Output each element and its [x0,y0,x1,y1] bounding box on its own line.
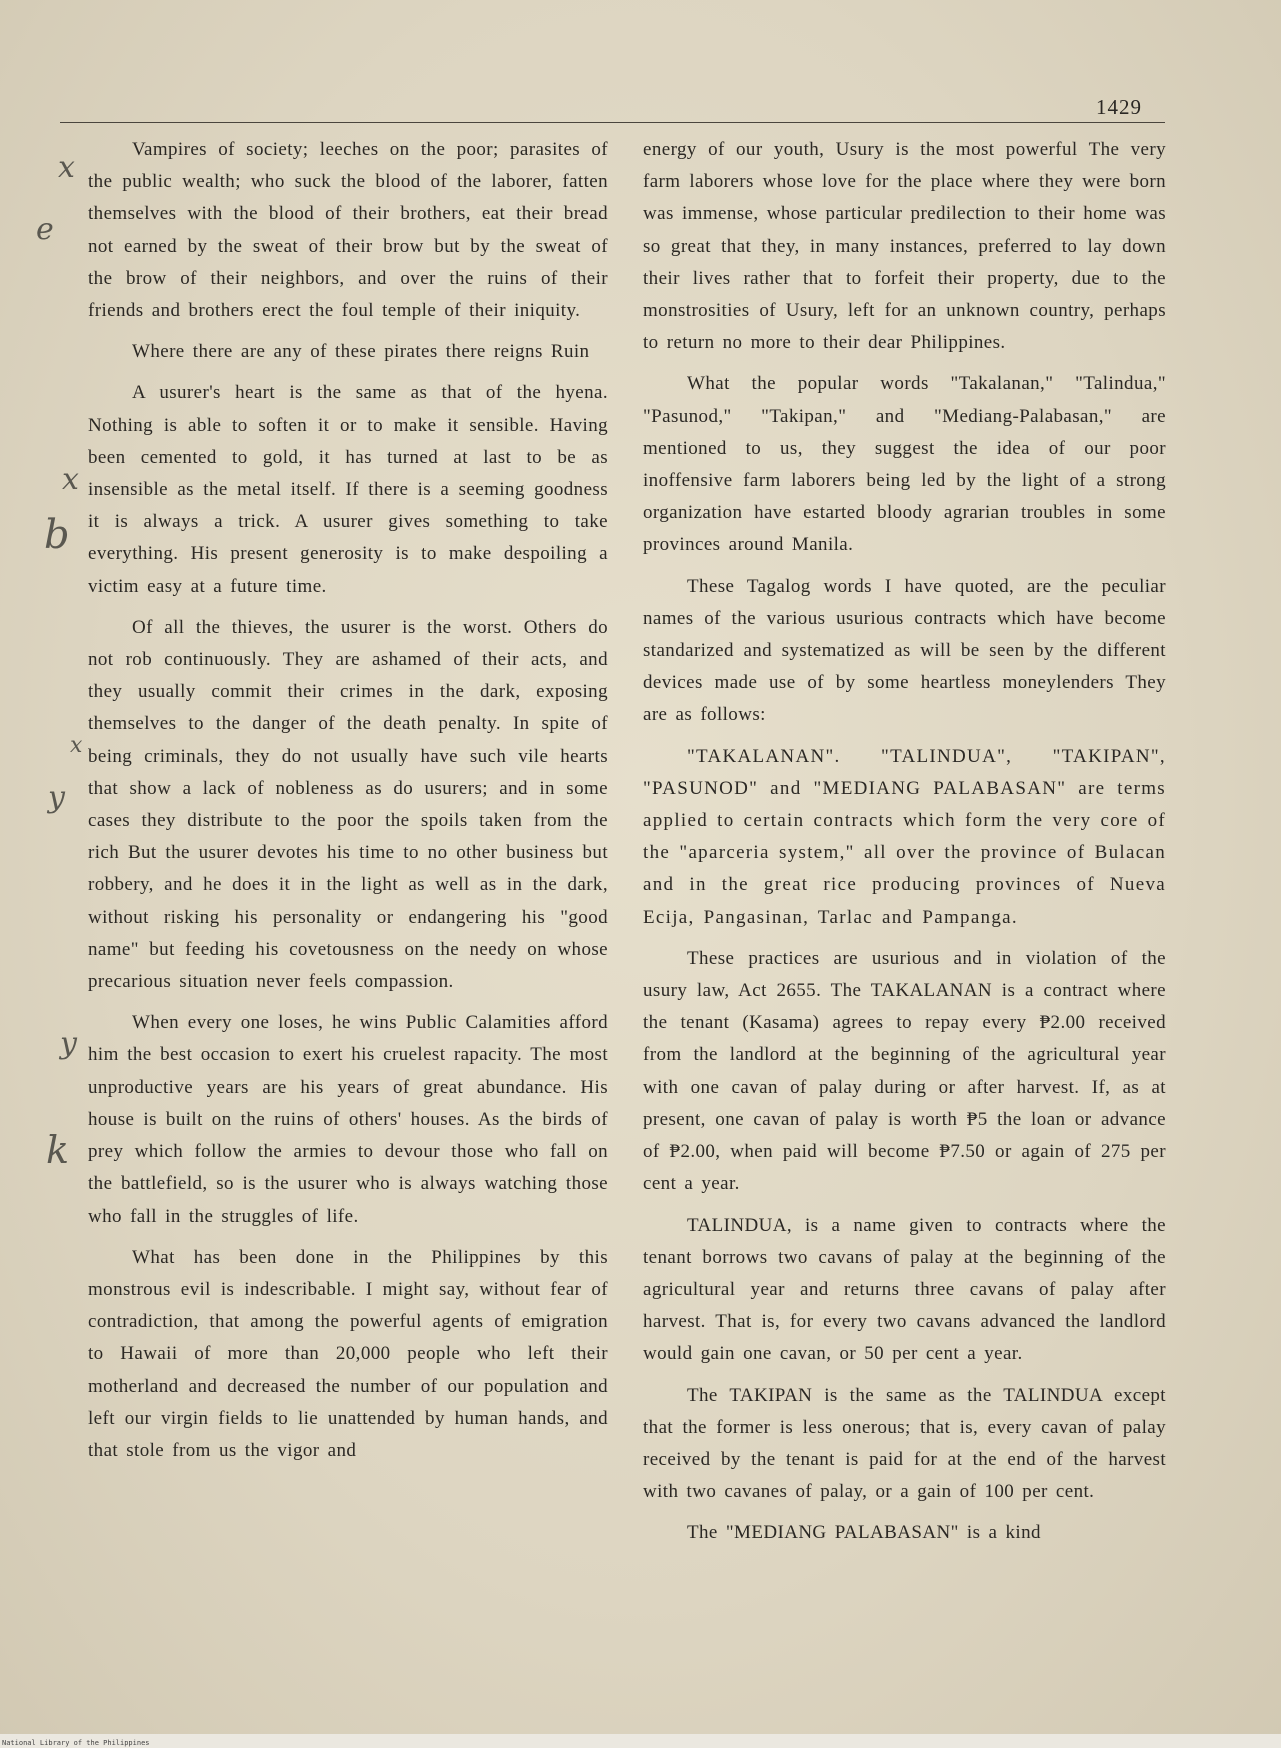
paragraph: When every one loses, he wins Public Calamities afford him the best occasion to exert his cruelest rapacity. The most unproductive years are his years of great abundance. His house is built on the ruins of others' houses. As the birds of prey which follow the armies to devour those who fall on the battlefield, so is the usurer who is always watching those who fall in the struggles of life. [88,1012,608,1227]
paragraph: What has been done in the Philippines by this monstrous evil is indescribable. I might say, without fear of contradiction, that among the powerful agents of emigration to Hawaii of more than 20,000 people who left their motherland and decreased the number of our population and left our virgin fields to lie unattended by human hands, and that stole from us the vigor and [88,1246,608,1461]
margin-mark: e [36,212,54,247]
left-column [88,134,608,1476]
paragraph: A usurer's heart is the same as that of the hyena. Nothing is able to soften it or to make it sensible. Having been cemented to gold, it has turned at last to be as insensible as the metal itself. If there is a seeming goodness it is always a trick. A usurer gives something to take everything. His present generosity is to make despoiling a victim easy at a future time. [88,382,608,597]
margin-mark: x [70,733,83,758]
paragraph: What the popular words "Takalanan," "Talindua," "Pasunod," "Takipan," and "Mediang-Palabasan," are mentioned to us, they suggest the idea of our poor inoffensive farm laborers being led by the light of a strong organization have estarted bloody agrarian troubles in some provinces around Manila. [643,373,1166,556]
header-rule [60,122,1165,123]
margin-mark: x [58,150,75,185]
margin-mark: y [48,780,65,815]
paragraph: "TAKALANAN". "TALINDUA", "TAKIPAN", "PASUNOD" and "MEDIANG PALABASAN" are terms applied to certain contracts which form the very core of the "aparceria system," all over the province of Bulacan and in the great rice producing provinces of Nueva Ecija, Pangasinan, Tarlac and Pampanga. [643,745,1166,928]
paragraph: Vampires of society; leeches on the poor; parasites of the public wealth; who suck the blood of the laborer, fatten themselves with the blood of their brothers, eat their bread not earned by the sweat of their brow but by the sweat of the brow of their neighbors, and over the ruins of their friends and brothers erect the foul temple of their iniquity. [88,139,608,322]
paragraph: Of all the thieves, the usurer is the worst. Others do not rob continuously. They are ashamed of their acts, and they usually commit their crimes in the dark, exposing themselves to the danger of the death penalty. In spite of being criminals, they do not usually have such vile hearts that show a lack of nobleness as do usurers; and in some cases they distribute to the poor the spoils taken from the rich But the usurer devotes his time to no other business but robbery, and he does it in the light as well as in the dark, without risking his personality or endangering his "good name" but feeding his covetousness on the needy on whose precarious situation never feels compassion. [88,616,608,993]
footer-band [0,1734,1281,1748]
margin-mark: x [62,462,79,497]
paragraph: TALINDUA, is a name given to contracts where the tenant borrows two cavans of palay at the beginning of the agricultural year and returns three cavans of palay after harvest. That is, for every two cavans advanced the landlord would gain one cavan, or 50 per cent a year. [643,1214,1166,1365]
page-number: 1429 [1096,95,1142,119]
paragraph: The "MEDIANG PALABASAN" is a kind [687,1522,1041,1544]
margin-mark: b [44,512,70,558]
footer-credit: National Library of the Philippines [2,1739,150,1747]
margin-mark: y [60,1026,77,1061]
margin-mark: k [46,1128,70,1172]
paragraph: These practices are usurious and in violation of the usury law, Act 2655. The TAKALANAN is a contract where the tenant (Kasama) agrees to repay every ₱2.00 received from the landlord at the beginning of the agricultural year with one cavan of palay during or after harvest. If, as at present, one cavan of palay is worth ₱5 the loan or advance of ₱2.00, when paid will become ₱7.50 or again of 275 per cent a year. [643,947,1166,1195]
paragraph: The TAKIPAN is the same as the TALINDUA except that the former is less onerous; that is, every cavan of palay received by the tenant is paid for at the end of the harvest with two cavanes of palay, or a gain of 100 per cent. [643,1384,1166,1503]
paragraph: These Tagalog words I have quoted, are the peculiar names of the various usurious contracts which have become standarized and systematized as will be seen by the different devices made use of by some heartless moneylenders They are as follows: [643,575,1166,726]
right-column [643,134,1166,1559]
paragraph: Where there are any of these pirates there reigns Ruin [132,341,590,363]
paragraph-continuation: energy of our youth, Usury is the most powerful The very farm laborers whose love for the place where they were born was immense, whose particular predilection to their home was so great that they, in many instances, preferred to lay down their lives rather that to forfeit their property, due to the monstrosities of Usury, left for an unknown country, perhaps to return no more to their dear Philippines. [643,139,1166,354]
